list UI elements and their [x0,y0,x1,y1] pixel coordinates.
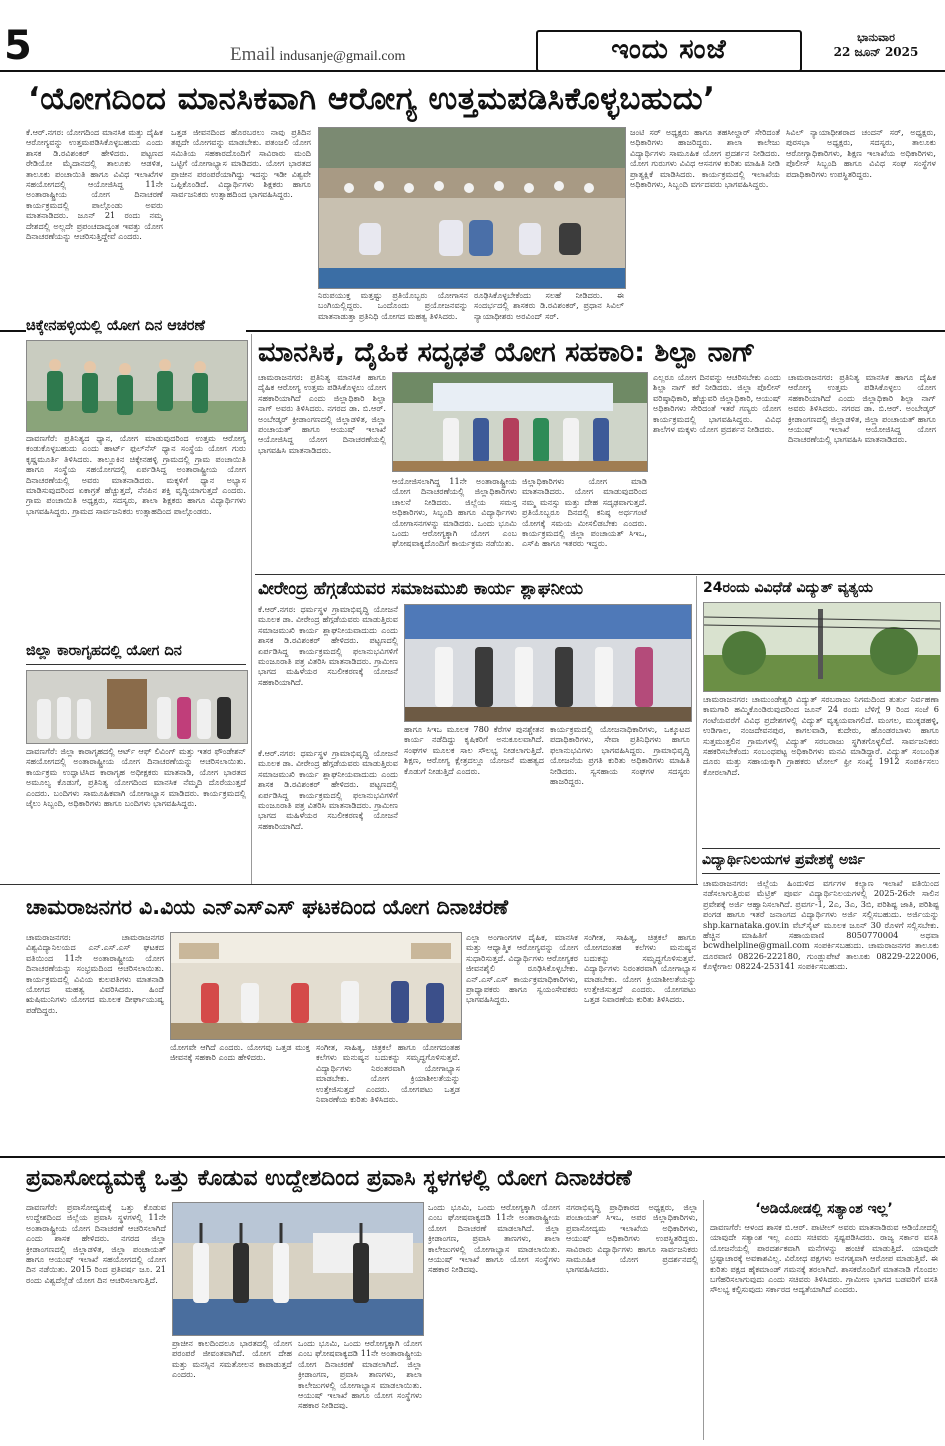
section-rule-3 [0,884,698,885]
tourism-col-3: ಒಂದು ಭೂಮಿ, ಒಂದು ಆರೋಗ್ಯಕ್ಕಾಗಿ ಯೋಗ ಎಂಬ ಘೋಷವಾಕ್ಯದಡಿ 11ನೇ ಅಂತಾರಾಷ್ಟ್ರೀಯ ಯೋಗ ದಿನಾಚರಣೆ ಮಾಡಲಾಗಿದೆ. ಜಿಲ್ಲಾ ಕ್ರೀಡಾಂಗಣ, ಪ್ರವಾಸಿ ತಾಣಗಳು, ಶಾಲಾ ಕಾಲೇಜುಗಳಲ್ಲಿ ಯೋಗಾಭ್ಯಾಸ ಮಾಡಲಾಯಿತು. ಆಯುಷ್ ಇಲಾಖೆ ಹಾಗೂ ಯೋಗ ಸಂಸ್ಥೆಗಳು ಸಹಕಾರ ನೀಡಿದವು. [428,1202,560,1275]
hostel-headline-box [702,848,940,874]
tourism-col-1: ದಾವಣಗೆರೆ: ಪ್ರವಾಸೋದ್ಯಮಕ್ಕೆ ಒತ್ತು ಕೊಡುವ ಉದ್ದೇಶದಿಂದ ಜಿಲ್ಲೆಯ ಪ್ರವಾಸಿ ಸ್ಥಳಗಳಲ್ಲಿ 11ನೇ ಅಂತಾರಾಷ್ಟ್ರೀಯ ಯೋಗ ದಿನಾಚರಣೆ ಆಚರಿಸಲಾಗಿದೆ ಎಂದು ಶಾಸಕ ಹೇಳಿದರು. ನಗರದ ಜಿಲ್ಲಾ ಕ್ರೀಡಾಂಗಣದಲ್ಲಿ ಜಿಲ್ಲಾಡಳಿತ, ಜಿಲ್ಲಾ ಪಂಚಾಯತ್ ಹಾಗೂ ಆಯುಷ್ ಇಲಾಖೆ ಸಹಯೋಗದಲ್ಲಿ ಯೋಗ ದಿನ ನಡೆಯಿತು. 2015 ರಿಂದ ಪ್ರತಿವರ್ಷ ಜೂ. 21 ರಂದು ವಿಶ್ವದೆಲ್ಲೆಡೆ ಯೋಗ ದಿನ ಆಚರಿಸಲಾಗುತ್ತಿದೆ. [26,1202,166,1285]
col-divider-left [251,334,252,884]
shilpa-headline: ಮಾನಸಿಕ, ದೈಹಿಕ ಸದೃಢತೆ ಯೋಗ ಸಹಕಾರಿ: ಶಿಲ್ಪಾ ನಾಗ್ [258,337,756,368]
power-line-image [704,603,940,691]
email-block [230,44,405,66]
lead-photo-caption-left: ನಿರುಪಯುಕ್ತ ಮತ್ತಷ್ಟು ಪ್ರತಿಯೊಬ್ಬರು ಯೋಗಾಸನ ಬಂಗಿಯಲ್ಲಿದ್ದರು. ಒಂದೊಂದು ಪ್ರಯೋಜನವನ್ನು ಮಾತನಾಡುತ್ತಾ ಪ್ರತಿನಿಧಿ ಯೋಗದ ಮಹತ್ವ ತಿಳಿಸಿದರು. [318,290,468,321]
shilpa-photo [392,372,648,472]
nss-col-2: ಸಂಗೀತ, ಸಾಹಿತ್ಯ, ಚಿತ್ರಕಲೆ ಹಾಗೂ ಯೋಗದಂತಹ ಕಲೆಗಳು ಮನುಷ್ಯನ ಬದುಕನ್ನು ಸಮೃದ್ಧಗೊಳಿಸುತ್ತವೆ. ವಿದ್ಯಾರ್ಥಿಗಳು ನಿರಂತರವಾಗಿ ಯೋಗಾಭ್ಯಾಸ ಮಾಡಬೇಕು. ಯೋಗ ಕ್ರಿಯಾಶೀಲತೆಯನ್ನು ಉತ್ತೇಜಿಸುತ್ತದೆ ಎಂದರು. ಯೋಗಪಟು ಒತ್ತಡ ನಿವಾರಣೆಯ ಕುರಿತು ತಿಳಿಸಿದರು. [316,1042,460,1105]
tourism-photo [172,1202,424,1336]
lead-col-1: ಕೆ.ಆರ್.ನಗರ: ಯೋಗದಿಂದ ಮಾನಸಿಕ ಮತ್ತು ದೈಹಿಕ ಆರೋಗ್ಯವನ್ನು ಉತ್ತಮಪಡಿಸಿಕೊಳ್ಳಬಹುದು ಎಂದು ಶಾಸಕ ಡಿ.ರವಿಶಂಕರ್ ಹೇಳಿದರು. ಪಟ್ಟಣದ ರೇಡಿಯೋ ಮೈದಾನದಲ್ಲಿ ತಾಲೂಕು ಆಡಳಿತ, ತಾಲೂಕು ಪಂಚಾಯಿತಿ ಹಾಗೂ ವಿವಿಧ ಇಲಾಖೆಗಳ ಸಹಯೋಗದಲ್ಲಿ ಆಯೋಜಿಸಿದ್ದ 11ನೇ ಅಂತಾರಾಷ್ಟ್ರೀಯ ಯೋಗ ದಿನಾಚರಣೆ ಕಾರ್ಯಕ್ರಮದಲ್ಲಿ ಪಾಲ್ಗೊಂಡು ಅವರು ಮಾತನಾಡಿದರು. ಜೂನ್ 21 ರಂದು ನಮ್ಮ ದೇಶದಲ್ಲಿ ಅಲ್ಲದೇ ಪ್ರಪಂಚದಾದ್ಯಂತ ಇವತ್ತು ಯೋಗ ದಿನಾಚರಣೆಯನ್ನು ಆಚರಿಸುತ್ತಿದ್ದೇವೆ ಎಂದರು. [26,127,163,242]
dateline [810,30,942,60]
lamp-lighting-image [393,373,647,471]
veerendra-col-3: ಕಾರ್ಯಕ್ರಮದಲ್ಲಿ ಯೋಜನಾಧಿಕಾರಿಗಳು, ಒಕ್ಕೂಟದ ಪದಾಧಿಕಾರಿಗಳು, ಸೇವಾ ಪ್ರತಿನಿಧಿಗಳು ಹಾಗೂ ಫಲಾನುಭವಿಗಳು ಭಾಗವಹಿಸಿದ್ದರು. ಗ್ರಾಮಾಭಿವೃದ್ಧಿ ಯೋಜನೆಯ ಪ್ರಗತಿ ಕುರಿತು ಅಧಿಕಾರಿಗಳು ಮಾಹಿತಿ ನೀಡಿದರು. ಸ್ವಸಹಾಯ ಸಂಘಗಳ ಸದಸ್ಯರು ಹಾಜರಿದ್ದರು. [550,724,690,787]
jail-body: ದಾವಣಗೆರೆ: ಜಿಲ್ಲಾ ಕಾರಾಗೃಹದಲ್ಲಿ ಆರ್ಟ್ ಆಫ್ ಲಿವಿಂಗ್ ಮತ್ತು ಇತರ ಫೌಂಡೇಶನ್ ಸಹಯೋಗದಲ್ಲಿ ಅಂತಾರಾಷ್ಟ್ರೀಯ ಯೋಗ ದಿನಾಚರಣೆಯನ್ನು ಆಚರಿಸಲಾಯಿತು. ಕಾರ್ಯಕ್ರಮ ಉದ್ಘಾಟಿಸಿದ ಕಾರಾಗೃಹ ಅಧೀಕ್ಷಕರು ಮಾತನಾಡಿ, ಯೋಗ ಭಾರತದ ಅಮೂಲ್ಯ ಕೊಡುಗೆ, ಪ್ರತಿನಿತ್ಯ ಯೋಗದಿಂದ ಮಾನಸಿಕ ನೆಮ್ಮದಿ ದೊರೆಯುತ್ತದೆ ಎಂದರು. ಬಂದಿಗಳು ಸಾಮೂಹಿಕವಾಗಿ ಯೋಗಾಭ್ಯಾಸ ಮಾಡಿದರು. ಕಾರ್ಯಕ್ರಮದಲ್ಲಿ ಜೈಲು ಸಿಬ್ಬಂದಿ, ಅಧಿಕಾರಿಗಳು ಹಾಗೂ ಬಂದಿಗಳು ಭಾಗವಹಿಸಿದ್ದರು. [26,746,246,809]
veerendra-col-1: ಕೆ.ಆರ್.ನಗರ: ಧರ್ಮಸ್ಥಳ ಗ್ರಾಮಾಭಿವೃದ್ಧಿ ಯೋಜನೆ ಮೂಲಕ ಡಾ. ವೀರೇಂದ್ರ ಹೆಗ್ಗಡೆಯವರು ಮಾಡುತ್ತಿರುವ ಸಮಾಜಮುಖಿ ಕಾರ್ಯ ಶ್ಲಾಘನೀಯವಾದುದು ಎಂದು ಶಾಸಕ ಡಿ.ರವಿಶಂಕರ್ ಹೇಳಿದರು. ಪಟ್ಟಣದಲ್ಲಿ ಏರ್ಪಡಿಸಿದ್ದ ಕಾರ್ಯಕ್ರಮದಲ್ಲಿ ಫಲಾನುಭವಿಗಳಿಗೆ ಮಂಜೂರಾತಿ ಪತ್ರ ವಿತರಿಸಿ ಮಾತನಾಡಿದರು. ಗ್ರಾಮೀಣ ಭಾಗದ ಮಹಿಳೆಯರ ಸಬಲೀಕರಣಕ್ಕೆ ಯೋಜನೆ ಸಹಕಾರಿಯಾಗಿದೆ. [258,604,398,687]
col-divider-bottom [703,1200,704,1440]
shilpa-col-2: ಆಯೋಜಿಸಲಾಗಿದ್ದ 11ನೇ ಅಂತಾರಾಷ್ಟ್ರೀಯ ಯೋಗ ದಿನಾಚರಣೆಯಲ್ಲಿ ಜಿಲ್ಲಾಧಿಕಾರಿಗಳು ಚಾಲನೆ ನೀಡಿದರು. ಜಿಲ್ಲೆಯ ಸಮಸ್ತ ಅಧಿಕಾರಿಗಳು, ಸಿಬ್ಬಂದಿ ಹಾಗೂ ವಿದ್ಯಾರ್ಥಿಗಳು ಯೋಗಾಸನಗಳನ್ನು ಮಾಡಿದರು. ಒಂದು ಭೂಮಿ ಒಂದು ಆರೋಗ್ಯಕ್ಕಾಗಿ ಯೋಗ ಎಂಬ ಘೋಷವಾಕ್ಯದೊಂದಿಗೆ ಕಾರ್ಯಕ್ರಮ ನಡೆಯಿತು. [392,476,517,549]
power-headline: 24ರಂದು ವಿವಿಧೆಡೆ ವಿದ್ಯುತ್ ವ್ಯತ್ಯಯ [703,580,874,596]
nss-photo-caption: ಯೋಗವೇ ಆಗಿದೆ ಎಂದರು. ಯೋಗವು ಒತ್ತಡ ಮುಕ್ತ ಜೀವನಕ್ಕೆ ಸಹಕಾರಿ ಎಂದು ಹೇಳಿದರು. [170,1042,310,1063]
nss-headline: ಚಾಮರಾಜನಗರ ವಿ.ವಿಯ ಎನ್‌ಎಸ್‌ಎಸ್ ಘಟಕದಿಂದ ಯೋಗ ದಿನಾಚರಣೆ [26,895,509,919]
lead-col-2: ಒತ್ತಡ ಜೀವನದಿಂದ ಹೊರಬರಲು ನಾವು ಪ್ರತಿದಿನ ತಪ್ಪದೇ ಯೋಗವನ್ನು ಮಾಡಬೇಕು. ಪತಂಜಲಿ ಯೋಗ ಸಮಿತಿಯ ಸಹಕಾರದೊಂದಿಗೆ ಸಾವಿರಾರು ಮಂದಿ ಒಟ್ಟಿಗೆ ಯೋಗಾಭ್ಯಾಸ ಮಾಡಿದರು. ಯೋಗ ಭಾರತದ ಪ್ರಾಚೀನ ಪರಂಪರೆಯಾಗಿದ್ದು ಇದನ್ನು ಇಡೀ ವಿಶ್ವವೇ ಒಪ್ಪಿಕೊಂಡಿದೆ. ವಿದ್ಯಾರ್ಥಿಗಳು ಶಿಕ್ಷಕರು ಹಾಗೂ ಸಾರ್ವಜನಿಕರು ಉತ್ಸಾಹದಿಂದ ಭಾಗವಹಿಸಿದ್ದರು. [171,127,311,200]
section-rule-2 [255,574,945,575]
jail-headline: ಜಿಲ್ಲಾ ಕಾರಾಗೃಹದಲ್ಲಿ ಯೋಗ ದಿನ [26,643,182,659]
hostel-body: ಚಾಮರಾಜನಗರ: ಜಿಲ್ಲೆಯ ಹಿಂದುಳಿದ ವರ್ಗಗಳ ಕಲ್ಯಾಣ ಇಲಾಖೆ ವತಿಯಿಂದ ನಡೆಸಲಾಗುತ್ತಿರುವ ಮೆಟ್ರಿಕ್ ಪೂರ್ವ ವಿದ್ಯಾರ್ಥಿನಿಲಯಗಳಲ್ಲಿ 2025-26ನೇ ಸಾಲಿನ ಪ್ರವೇಶಕ್ಕೆ ಅರ್ಜಿ ಆಹ್ವಾನಿಸಲಾಗಿದೆ. ಪ್ರವರ್ಗ-1, 2ಎ, 3ಎ, 3ಬಿ, ಪರಿಶಿಷ್ಟ ಜಾತಿ, ಪರಿಶಿಷ್ಟ ಪಂಗಡ ಹಾಗೂ ಇತರೆ ಜನಾಂಗದ ವಿದ್ಯಾರ್ಥಿಗಳು ಅರ್ಜಿ ಸಲ್ಲಿಸಬಹುದು. ಅರ್ಜಿಯನ್ನು shp.karnataka.gov.in ವೆಬ್‌ಸೈಟ್ ಮೂಲಕ ಜೂನ್ 30 ರೊಳಗೆ ಸಲ್ಲಿಸಬೇಕು. ಹೆಚ್ಚಿನ ಮಾಹಿತಿಗೆ ಸಹಾಯವಾಣಿ 8050770004 ಅಥವಾ bcwdhelpline@gmail.com ಸಂಪರ್ಕಿಸಬಹುದು. ಚಾಮರಾಜನಗರ ತಾಲೂಕು ದೂರವಾಣಿ 08226-222180, ಗುಂಡ್ಲುಪೇಟೆ ತಾಲೂಕು 08229-222006, ಕೊಳ್ಳೇಗಾಲ 08224-253141 ಸಂಪರ್ಕಿಸಬಹುದು. [703,878,939,972]
children-yoga-image [27,341,247,431]
veerendra-photo [404,604,692,722]
nss-col-3: ಎಲ್ಲಾ ಅಂಗಾಂಗಗಳ ದೈಹಿಕ, ಮಾನಸಿಕ ಮತ್ತು ಆಧ್ಯಾತ್ಮಿಕ ಆರೋಗ್ಯವನ್ನು ಯೋಗ ಸುಧಾರಿಸುತ್ತದೆ. ವಿದ್ಯಾರ್ಥಿಗಳು ಆರೋಗ್ಯಕರ ಜೀವನಶೈಲಿ ರೂಢಿಸಿಕೊಳ್ಳಬೇಕು. ಎನ್.ಎಸ್.ಎಸ್ ಕಾರ್ಯಕ್ರಮಾಧಿಕಾರಿಗಳು, ಪ್ರಾಧ್ಯಾಪಕರು ಹಾಗೂ ಸ್ವಯಂಸೇವಕರು ಭಾಗವಹಿಸಿದ್ದರು. [466,932,578,1005]
lead-col-4: ಸಿವಿಲ್ ನ್ಯಾಯಾಧೀಶರಾದ ಚಂದನ್ ಸರ್, ಅಧ್ಯಕ್ಷರು, ಪುರಸಭಾ ಅಧ್ಯಕ್ಷರು, ಸದಸ್ಯರು, ತಾಲೂಕು ಆರೋಗ್ಯಾಧಿಕಾರಿಗಳು, ಶಿಕ್ಷಣ ಇಲಾಖೆಯ ಅಧಿಕಾರಿಗಳು, ಪೊಲೀಸ್ ಸಿಬ್ಬಂದಿ ಹಾಗೂ ವಿವಿಧ ಸಂಘ ಸಂಸ್ಥೆಗಳ ಪದಾಧಿಕಾರಿಗಳು ಉಪಸ್ಥಿತರಿದ್ದರು. [786,127,936,179]
certificate-distribution-image [405,605,691,721]
nss-col-1: ಚಾಮರಾಜನಗರ: ಚಾಮರಾಜನಗರ ವಿಶ್ವವಿದ್ಯಾನಿಲಯದ ಎನ್.ಎಸ್.ಎಸ್ ಘಟಕದ ವತಿಯಿಂದ 11ನೇ ಅಂತಾರಾಷ್ಟ್ರೀಯ ಯೋಗ ದಿನಾಚರಣೆಯನ್ನು ಸಂಭ್ರಮದಿಂದ ಆಚರಿಸಲಾಯಿತು. ಕಾರ್ಯಕ್ರಮದಲ್ಲಿ ವಿವಿಯ ಕುಲಪತಿಗಳು ಮಾತನಾಡಿ ಯೋಗದ ಮಹತ್ವ ವಿವರಿಸಿದರು. ಹಿಂದೆ ಋಷಿಮುನಿಗಳು ಯೋಗದ ಮೂಲಕ ದೀರ್ಘಾಯುಷ್ಯ ಪಡೆದಿದ್ದರು. [26,932,164,1015]
tourism-headline: ಪ್ರವಾಸೋದ್ಯಮಕ್ಕೆ ಒತ್ತು ಕೊಡುವ ಉದ್ದೇಶದಿಂದ ಪ್ರವಾಸಿ ಸ್ಥಳಗಳಲ್ಲಿ ಯೋಗ ದಿನಾಚರಣೆ [26,1166,632,1191]
lead-photo-caption-right: ರೂಢಿಸಿಕೊಳ್ಳಬೇಕೆಂದು ಸಲಹೆ ನೀಡಿದರು. ಈ ಸಂದರ್ಭದಲ್ಲಿ ಶಾಸಕರು ಡಿ.ರವಿಶಂಕರ್, ಪ್ರಧಾನ ಸಿವಿಲ್ ನ್ಯಾಯಾಧೀಶರು ಅರವಿಂದ್ ಸರ್. [474,290,624,321]
jail-yoga-image [27,671,247,743]
lead-col-3: ಜಂಟಿ ಸರ್ ಅಧ್ಯಕ್ಷರು ಹಾಗೂ ತಹಸೀಲ್ದಾರ್ ಸೇರಿದಂತೆ ಅಧಿಕಾರಿಗಳು ಹಾಜರಿದ್ದರು. ಶಾಲಾ ಕಾಲೇಜು ವಿದ್ಯಾರ್ಥಿಗಳು ಸಾಮೂಹಿಕ ಯೋಗ ಪ್ರದರ್ಶನ ನೀಡಿದರು. ಯೋಗ ಗುರುಗಳು ವಿವಿಧ ಆಸನಗಳ ಕುರಿತು ಮಾಹಿತಿ ನೀಡಿ ಪ್ರಾತ್ಯಕ್ಷಿಕೆ ಮಾಡಿಸಿದರು. ಕಾರ್ಯಕ್ರಮದಲ್ಲಿ ಇಲಾಖೆಯ ಅಧಿಕಾರಿಗಳು, ಸಿಬ್ಬಂದಿ ವರ್ಗದವರು ಭಾಗವಹಿಸಿದ್ದರು. [630,127,780,190]
shilpa-col-1: ಚಾಮರಾಜನಗರ: ಪ್ರತಿನಿತ್ಯ ಮಾನಸಿಕ ಹಾಗೂ ದೈಹಿಕ ಆರೋಗ್ಯ ಉತ್ತಮ ಪಡಿಸಿಕೊಳ್ಳಲು ಯೋಗ ಸಹಕಾರಿಯಾಗಿದೆ ಎಂದು ಜಿಲ್ಲಾಧಿಕಾರಿ ಶಿಲ್ಪಾ ನಾಗ್ ಅವರು ತಿಳಿಸಿದರು. ನಗರದ ಡಾ. ಬಿ.ಆರ್. ಅಂಬೇಡ್ಕರ್ ಕ್ರೀಡಾಂಗಣದಲ್ಲಿ ಜಿಲ್ಲಾಡಳಿತ, ಜಿಲ್ಲಾ ಪಂಚಾಯತ್ ಹಾಗೂ ಆಯುಷ್ ಇಲಾಖೆ ಆಯೋಜಿಸಿದ್ದ ಯೋಗ ದಿನಾಚರಣೆಯಲ್ಲಿ ಭಾಗವಹಿಸಿ ಮಾತನಾಡಿದರು. [258,372,386,455]
tourism-col-4: ನಗರಾಭಿವೃದ್ಧಿ ಪ್ರಾಧಿಕಾರದ ಅಧ್ಯಕ್ಷರು, ಜಿಲ್ಲಾ ಪಂಚಾಯತ್ ಸಿಇಒ, ಅಪರ ಜಿಲ್ಲಾಧಿಕಾರಿಗಳು, ಪ್ರವಾಸೋದ್ಯಮ ಇಲಾಖೆಯ ಅಧಿಕಾರಿಗಳು, ಆಯುಷ್ ಅಧಿಕಾರಿಗಳು ಉಪಸ್ಥಿತರಿದ್ದರು. ಸಾವಿರಾರು ವಿದ್ಯಾರ್ಥಿಗಳು ಹಾಗೂ ಸಾರ್ವಜನಿಕರು ಸಾಮೂಹಿಕ ಯೋಗ ಪ್ರದರ್ಶನದಲ್ಲಿ ಭಾಗವಹಿಸಿದರು. [566,1202,698,1275]
tourism-photo-caption: ಪ್ರಾಚೀನ ಕಾಲದಿಂದಲೂ ಭಾರತದಲ್ಲಿ ಯೋಗ ಪರಂಪರೆ ಜೀವಂತವಾಗಿದೆ. ಯೋಗ ದೇಹ ಮತ್ತು ಮನಸ್ಸಿನ ಸಮತೋಲನ ಕಾಪಾಡುತ್ತದೆ ಎಂದರು. [172,1338,292,1380]
adiyodi-headline: ‘ಅಡಿಯೋಡಲ್ಲಿ ಸತ್ಯಾಂಶ ಇಲ್ಲ’ [755,1201,893,1217]
power-body: ಚಾಮರಾಜನಗರ: ಚಾಮುಂಡೇಶ್ವರಿ ವಿದ್ಯುತ್ ಸರಬರಾಜು ನಿಗಮದಿಂದ ತುರ್ತು ನಿರ್ವಹಣಾ ಕಾಮಗಾರಿ ಹಮ್ಮಿಕೊಂಡಿರುವುದರಿಂದ ಜೂನ್ 24 ರಂದು ಬೆಳಿಗ್ಗೆ 9 ರಿಂದ ಸಂಜೆ 6 ಗಂಟೆಯವರೆಗೆ ವಿವಿಧ ಪ್ರದೇಶಗಳಲ್ಲಿ ವಿದ್ಯುತ್ ವ್ಯತ್ಯಯವಾಗಲಿದೆ. ಮಂಗಲ, ಮುಕ್ಕಡಹಳ್ಳಿ, ಉಡಿಗಾಲ, ನಂಜದೇವನಪುರ, ಕಾಗಲವಾಡಿ, ಕುದೇರು, ಹೊಂಡರಬಾಳು ಹಾಗೂ ಸುತ್ತಮುತ್ತಲಿನ ಗ್ರಾಮಗಳಲ್ಲಿ ವಿದ್ಯುತ್ ಸರಬರಾಜು ಸ್ಥಗಿತಗೊಳ್ಳಲಿದೆ. ಸಾರ್ವಜನಿಕರು ಸಹಕರಿಸಬೇಕೆಂದು ಸಂಬಂಧಪಟ್ಟ ಅಧಿಕಾರಿಗಳು ಮನವಿ ಮಾಡಿದ್ದಾರೆ. ವಿದ್ಯುತ್ ಸಂಬಂಧಿತ ದೂರು ಮತ್ತು ಸಹಾಯಕ್ಕಾಗಿ ಗ್ರಾಹಕರು ಟೋಲ್ ಫ್ರೀ ಸಂಖ್ಯೆ 1912 ಸಂಪರ್ಕಿಸಲು ಕೋರಲಾಗಿದೆ. [703,694,939,777]
tourism-col-2: ಒಂದು ಭೂಮಿ, ಒಂದು ಆರೋಗ್ಯಕ್ಕಾಗಿ ಯೋಗ ಎಂಬ ಘೋಷವಾಕ್ಯದಡಿ 11ನೇ ಅಂತಾರಾಷ್ಟ್ರೀಯ ಯೋಗ ದಿನಾಚರಣೆ ಮಾಡಲಾಗಿದೆ. ಜಿಲ್ಲಾ ಕ್ರೀಡಾಂಗಣ, ಪ್ರವಾಸಿ ತಾಣಗಳು, ಶಾಲಾ ಕಾಲೇಜುಗಳಲ್ಲಿ ಯೋಗಾಭ್ಯಾಸ ಮಾಡಲಾಯಿತು. ಆಯುಷ್ ಇಲಾಖೆ ಹಾಗೂ ಯೋಗ ಸಂಸ್ಥೆಗಳು ಸಹಕಾರ ನೀಡಿದವು. [298,1338,422,1411]
day-label: ಭಾನುವಾರ [857,31,895,44]
shilpa-col-3: ಜಿಲ್ಲಾಧಿಕಾರಿಗಳು ಯೋಗ ಮಾಡಿ ಮಾತನಾಡಿದರು. ಯೋಗ ಮಾಡುವುದರಿಂದ ನಮ್ಮ ಮನಸ್ಸು ಮತ್ತು ದೇಹ ಸದೃಢವಾಗುತ್ತದೆ. ಪ್ರತಿಯೊಬ್ಬರೂ ದಿನದಲ್ಲಿ ಕನಿಷ್ಠ ಅರ್ಧಗಂಟೆ ಯೋಗಕ್ಕೆ ಸಮಯ ಮೀಸಲಿಡಬೇಕು ಎಂದರು. ಕಾರ್ಯಕ್ರಮದಲ್ಲಿ ಜಿಲ್ಲಾ ಪಂಚಾಯತ್ ಸಿಇಒ, ಎಸ್‌ಪಿ ಹಾಗೂ ಇತರರು ಇದ್ದರು. [522,476,647,549]
nss-photo [170,932,462,1040]
shilpa-col-5: ಚಾಮರಾಜನಗರ: ಪ್ರತಿನಿತ್ಯ ಮಾನಸಿಕ ಹಾಗೂ ದೈಹಿಕ ಆರೋಗ್ಯ ಉತ್ತಮ ಪಡಿಸಿಕೊಳ್ಳಲು ಯೋಗ ಸಹಕಾರಿಯಾಗಿದೆ ಎಂದು ಜಿಲ್ಲಾಧಿಕಾರಿ ಶಿಲ್ಪಾ ನಾಗ್ ಅವರು ತಿಳಿಸಿದರು. ನಗರದ ಡಾ. ಬಿ.ಆರ್. ಅಂಬೇಡ್ಕರ್ ಕ್ರೀಡಾಂಗಣದಲ್ಲಿ ಜಿಲ್ಲಾಡಳಿತ, ಜಿಲ್ಲಾ ಪಂಚಾಯತ್ ಹಾಗೂ ಆಯುಷ್ ಇಲಾಖೆ ಆಯೋಜಿಸಿದ್ದ ಯೋಗ ದಿನಾಚರಣೆಯಲ್ಲಿ ಭಾಗವಹಿಸಿ ಮಾತನಾಡಿದರು. [788,372,936,445]
tree-pose-image [173,1203,423,1335]
email-label: Email [230,44,276,65]
lead-headline: ‘ಯೋಗದಿಂದ ಮಾನಸಿಕವಾಗಿ ಆರೋಗ್ಯ ಉತ್ತಮಪಡಿಸಿಕೊಳ್ಳಬಹುದು’ [28,81,716,117]
veerendra-col-4: ಕೆ.ಆರ್.ನಗರ: ಧರ್ಮಸ್ಥಳ ಗ್ರಾಮಾಭಿವೃದ್ಧಿ ಯೋಜನೆ ಮೂಲಕ ಡಾ. ವೀರೇಂದ್ರ ಹೆಗ್ಗಡೆಯವರು ಮಾಡುತ್ತಿರುವ ಸಮಾಜಮುಖಿ ಕಾರ್ಯ ಶ್ಲಾಘನೀಯವಾದುದು ಎಂದು ಶಾಸಕ ಡಿ.ರವಿಶಂಕರ್ ಹೇಳಿದರು. ಪಟ್ಟಣದಲ್ಲಿ ಏರ್ಪಡಿಸಿದ್ದ ಕಾರ್ಯಕ್ರಮದಲ್ಲಿ ಫಲಾನುಭವಿಗಳಿಗೆ ಮಂಜೂರಾತಿ ಪತ್ರ ವಿತರಿಸಿ ಮಾತನಾಡಿದರು. ಗ್ರಾಮೀಣ ಭಾಗದ ಮಹಿಳೆಯರ ಸಬಲೀಕರಣಕ್ಕೆ ಯೋಜನೆ ಸಹಕಾರಿಯಾಗಿದೆ. [258,748,398,831]
masthead-rule [0,70,945,72]
chikkenahalli-photo [26,340,248,432]
adiyodi-body: ದಾವಣಗೆರೆ: ಆಳಂದ ಶಾಸಕ ಬಿ.ಆರ್. ಪಾಟೀಲ್ ಅವರು ಮಾತನಾಡಿರುವ ಆಡಿಯೋದಲ್ಲಿ ಯಾವುದೇ ಸತ್ಯಾಂಶ ಇಲ್ಲ ಎಂದು ಸಚಿವರು ಸ್ಪಷ್ಟಪಡಿಸಿದರು. ರಾಜ್ಯ ಸರ್ಕಾರ ವಸತಿ ಯೋಜನೆಯಲ್ಲಿ ಪಾರದರ್ಶಕವಾಗಿ ಮನೆಗಳನ್ನು ಹಂಚಿಕೆ ಮಾಡುತ್ತಿದೆ. ಯಾವುದೇ ಭ್ರಷ್ಟಾಚಾರಕ್ಕೆ ಅವಕಾಶವಿಲ್ಲ. ವಿರೋಧ ಪಕ್ಷಗಳು ಅನಗತ್ಯವಾಗಿ ಆರೋಪ ಮಾಡುತ್ತಿವೆ. ಈ ಕುರಿತು ಪಕ್ಷದ ಹೈಕಮಾಂಡ್ ಗಮನಕ್ಕೆ ತರಲಾಗಿದೆ. ಶಾಸಕರೊಂದಿಗೆ ಮಾತನಾಡಿ ಗೊಂದಲ ಬಗೆಹರಿಸಲಾಗುವುದು ಎಂದು ಸಚಿವರು ತಿಳಿಸಿದರು. ಗ್ರಾಮೀಣ ಭಾಗದ ಬಡವರಿಗೆ ವಸತಿ ಸೌಲಭ್ಯ ಕಲ್ಪಿಸುವುದು ಸರ್ಕಾರದ ಆದ್ಯತೆಯಾಗಿದೆ ಎಂದರು. [710,1222,938,1295]
date-label: 22 ಜೂನ್ 2025 [833,45,919,59]
power-photo [703,602,941,692]
jail-rule [26,664,246,665]
page-number: 5 [4,24,32,68]
veerendra-headline: ವೀರೇಂದ್ರ ಹೆಗ್ಗಡೆಯವರ ಸಮಾಜಮುಖಿ ಕಾರ್ಯ ಶ್ಲಾಘನೀಯ [258,579,584,599]
hostel-headline: ವಿದ್ಯಾರ್ಥಿನಿಲಯಗಳ ಪ್ರವೇಶಕ್ಕೆ ಅರ್ಜಿ [702,852,865,868]
yoga-crowd-image [319,128,625,288]
email-address: indusanje@gmail.com [279,49,406,64]
shilpa-col-4: ಎಲ್ಲರೂ ಯೋಗ ದಿನವನ್ನು ಆಚರಿಸಬೇಕು ಎಂದು ಶಿಲ್ಪಾ ನಾಗ್ ಕರೆ ನೀಡಿದರು. ಜಿಲ್ಲಾ ಪೊಲೀಸ್ ವರಿಷ್ಠಾಧಿಕಾರಿ, ಹೆಚ್ಚುವರಿ ಜಿಲ್ಲಾಧಿಕಾರಿ, ಆಯುಷ್ ಅಧಿಕಾರಿಗಳು ಸೇರಿದಂತೆ ಇತರೆ ಗಣ್ಯರು ಯೋಗ ಕಾರ್ಯಕ್ರಮದಲ್ಲಿ ಭಾಗವಹಿಸಿದ್ದರು. ವಿವಿಧ ಶಾಲೆಗಳ ಮಕ್ಕಳು ಯೋಗ ಪ್ರದರ್ಶನ ನೀಡಿದರು. [653,372,781,435]
lead-photo [318,127,626,289]
chikkenahalli-headline: ಚಿಕ್ಕೇನಹಳ್ಳಿಯಲ್ಲಿ ಯೋಗ ದಿನ ಆಚರಣೆ [26,316,246,336]
nss-col-4: ಸಂಗೀತ, ಸಾಹಿತ್ಯ, ಚಿತ್ರಕಲೆ ಹಾಗೂ ಯೋಗದಂತಹ ಕಲೆಗಳು ಮನುಷ್ಯನ ಬದುಕನ್ನು ಸಮೃದ್ಧಗೊಳಿಸುತ್ತವೆ. ವಿದ್ಯಾರ್ಥಿಗಳು ನಿರಂತರವಾಗಿ ಯೋಗಾಭ್ಯಾಸ ಮಾಡಬೇಕು. ಯೋಗ ಕ್ರಿಯಾಶೀಲತೆಯನ್ನು ಉತ್ತೇಜಿಸುತ್ತದೆ ಎಂದರು. ಯೋಗಪಟು ಒತ್ತಡ ನಿವಾರಣೆಯ ಕುರಿತು ತಿಳಿಸಿದರು. [584,932,696,1005]
col-divider-right [696,576,697,884]
veerendra-col-2: ಹಾಗೂ ಸಿಇಒ ಮೂಲಕ 780 ಕೆರೆಗಳ ಪುನಶ್ಚೇತನ ಕಾರ್ಯ ನಡೆದಿದ್ದು ಕೃಷಿಕರಿಗೆ ಅನುಕೂಲವಾಗಿದೆ. ಸಂಘಗಳ ಮೂಲಕ ಸಾಲ ಸೌಲಭ್ಯ ನೀಡಲಾಗುತ್ತಿದೆ. ಶಿಕ್ಷಣ, ಆರೋಗ್ಯ ಕ್ಷೇತ್ರದಲ್ಲೂ ಯೋಜನೆ ಮಹತ್ವದ ಕೊಡುಗೆ ನೀಡುತ್ತಿದೆ ಎಂದರು. [404,724,544,776]
masthead-logo-box [536,30,802,72]
jail-photo [26,670,248,744]
nss-yoga-image [171,933,461,1039]
masthead-logo: ಇಂದು ಸಂಜೆ [611,34,727,65]
chikkenahalli-body: ದಾವಣಗೆರೆ: ಪ್ರತಿನಿತ್ಯದ ಧ್ಯಾನ, ಯೋಗ ಮಾಡುವುದರಿಂದ ಉತ್ತಮ ಆರೋಗ್ಯ ಕಂಡುಕೊಳ್ಳಬಹುದು ಎಂದು ಹಾರ್ಟ್ ಫುಲ್‌ನೆಸ್ ಧ್ಯಾನ ಸಂಸ್ಥೆಯ ಯೋಗ ಗುರು ಕೃಷ್ಣಮೂರ್ತಿ ತಿಳಿಸಿದರು. ತಾಲ್ಲೂಕಿನ ಚಿಕ್ಕೇನಹಳ್ಳಿ ಗ್ರಾಮದಲ್ಲಿ ಗ್ರಾಮ ಪಂಚಾಯಿತಿ ಹಾಗೂ ಸಂಸ್ಥೆಯ ಸಹಯೋಗದಲ್ಲಿ ಏರ್ಪಡಿಸಿದ್ದ ಅಂತಾರಾಷ್ಟ್ರೀಯ ಯೋಗ ದಿನಾಚರಣೆಯಲ್ಲಿ ಅವರು ಮಾತನಾಡಿದರು. ಮಕ್ಕಳಿಗೆ ಧ್ಯಾನ ಅಭ್ಯಾಸ ಮಾಡಿಸುವುದರಿಂದ ಏಕಾಗ್ರತೆ ಹೆಚ್ಚುತ್ತದೆ, ನೆನಪಿನ ಶಕ್ತಿ ವೃದ್ಧಿಯಾಗುತ್ತದೆ ಎಂದರು. ಗ್ರಾಮ ಪಂಚಾಯಿತಿ ಅಧ್ಯಕ್ಷರು, ಸದಸ್ಯರು, ಶಾಲಾ ಶಿಕ್ಷಕರು ಹಾಗೂ ವಿದ್ಯಾರ್ಥಿಗಳು ಭಾಗವಹಿಸಿದ್ದರು. ಗ್ರಾಮದ ಸಾರ್ವಜನಿಕರು ಉತ್ಸಾಹದಿಂದ ಪಾಲ್ಗೊಂಡರು. [26,433,246,516]
section-rule-4 [0,1156,945,1158]
